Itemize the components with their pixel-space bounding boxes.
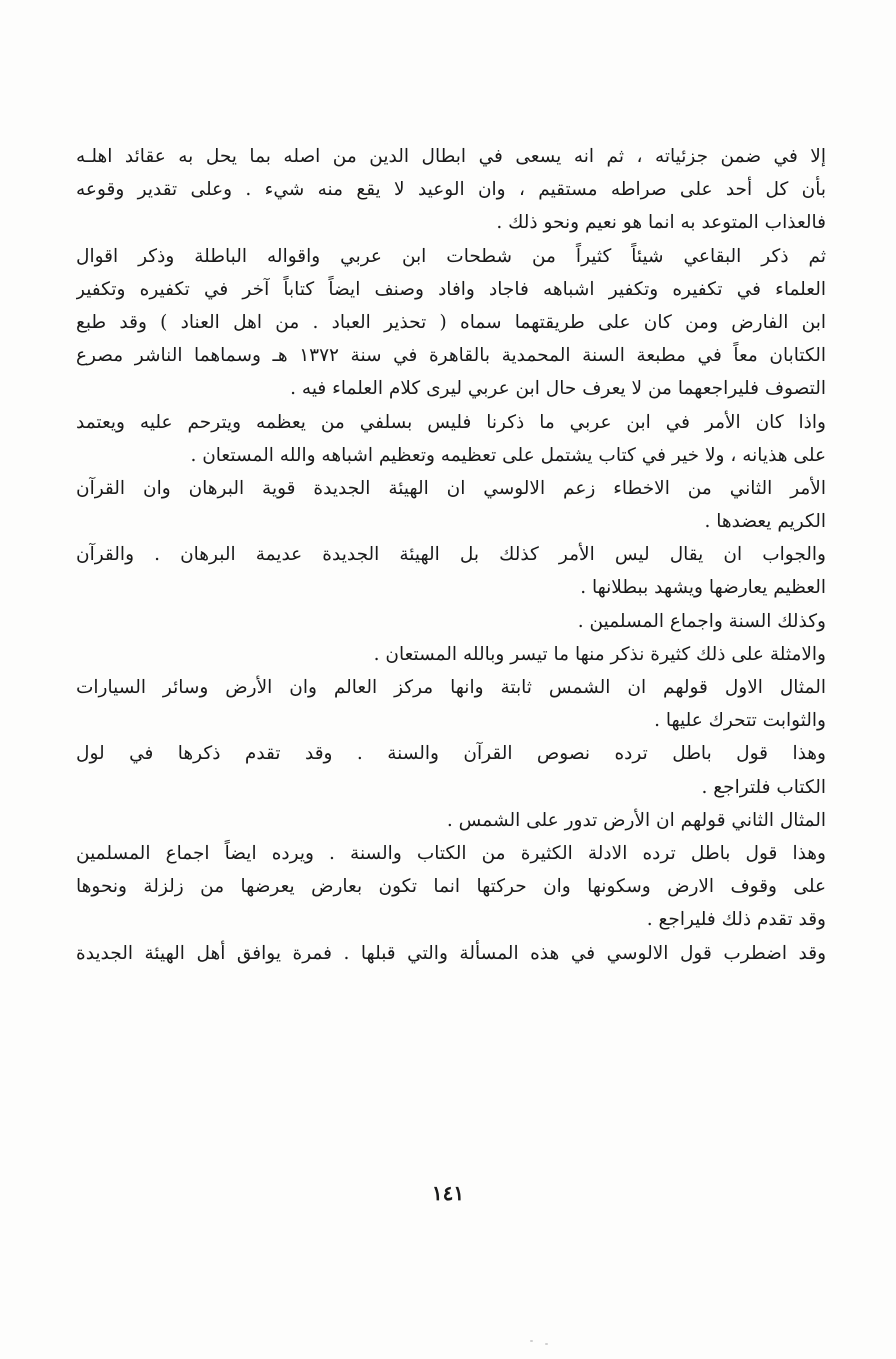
page-number: ١٤١ (431, 1181, 465, 1205)
text-line: إلا في ضمن جزئياته ، ثم انه يسعى في ابطال الدين من اصله بما يحل به عقائد اهلـه (76, 146, 826, 167)
text-line: الأمر الثاني من الاخطاء زعم الالوسي ان الهيئة الجديدة قوية البرهان وان القرآن (76, 477, 826, 499)
text-line: وقد اضطرب قول الالوسي في هذه المسألة والتي قبلها . فمرة يوافق أهل الهيئة الجديدة (76, 942, 826, 964)
text-line: وقد تقدم ذلك فليراجع . (646, 909, 826, 931)
text-line: والثوابت تتحرك عليها . (654, 710, 826, 732)
text-line: واذا كان الأمر في ابن عربي ما ذكرنا فليس بسلفي من يعظمه ويترحم عليه ويعتمد (76, 411, 826, 433)
text-line: والجواب ان يقال ليس الأمر كذلك بل الهيئة الجديدة عديمة البرهان . والقرآن (76, 544, 826, 566)
body-text (76, 140, 826, 970)
text-line: الكتاب فلتراجع . (701, 776, 826, 798)
scan-speck (530, 1340, 533, 1342)
scan-speck (545, 1343, 548, 1345)
text-line: على هذيانه ، ولا خير في كتاب يشتمل على تعظيمه وتعظيم اشباهه والله المستعان . (190, 444, 826, 466)
text-line: وهذا قول باطل ترده الادلة الكثيرة من الكتاب والسنة . ويرده ايضاً اجماع المسلمين (76, 842, 826, 864)
text-line: والامثلة على ذلك كثيرة نذكر منها ما تيسر وبالله المستعان . (373, 643, 826, 665)
text-line: فالعذاب المتوعد به انما هو نعيم ونحو ذلك . (496, 212, 826, 234)
text-line: بأن كل أحد على صراطه مستقيم ، وان الوعيد لا يقع منه شيء . وعلى تقدير وقوعه (76, 179, 826, 201)
text-line: الكتابان معاً في مطبعة السنة المحمدية بالقاهرة في سنة ١٣٧٢ هـ وسماهما الناشر مصرع (76, 345, 826, 367)
text-line: العظيم يعارضها ويشهد ببطلانها . (580, 577, 826, 599)
text-line: المثال الثاني قولهم ان الأرض تدور على الشمس . (446, 809, 826, 831)
text-line: وكذلك السنة واجماع المسلمين . (577, 610, 826, 632)
text-line: ثم ذكر البقاعي شيئاً كثيراً من شطحات ابن عربي واقواله الباطلة وذكر اقوال (76, 245, 826, 267)
text-line: التصوف فليراجعهما من لا يعرف حال ابن عربي ليرى كلام العلماء فيه . (290, 378, 826, 400)
text-line: العلماء في تكفيره وتكفير اشباهه فاجاد وافاد وصنف ايضاً كتاباً آخر في تكفيره وتكفير (76, 278, 826, 300)
text-line: الكريم يعضدها . (704, 511, 826, 533)
text-line: المثال الاول قولهم ان الشمس ثابتة وانها مركز العالم وان الأرض وسائر السيارات (76, 677, 826, 698)
text-line: على وقوف الارض وسكونها وان حركتها انما تكون بعارض يعرضها من زلزلة ونحوها (76, 876, 826, 898)
text-line: ابن الفارض ومن كان على طريقتهما سماه ( تحذير العباد . من اهل العناد ) وقد طبع (76, 311, 826, 333)
text-line: وهذا قول باطل ترده نصوص القرآن والسنة . وقد تقدم ذكرها في لول (76, 743, 826, 765)
